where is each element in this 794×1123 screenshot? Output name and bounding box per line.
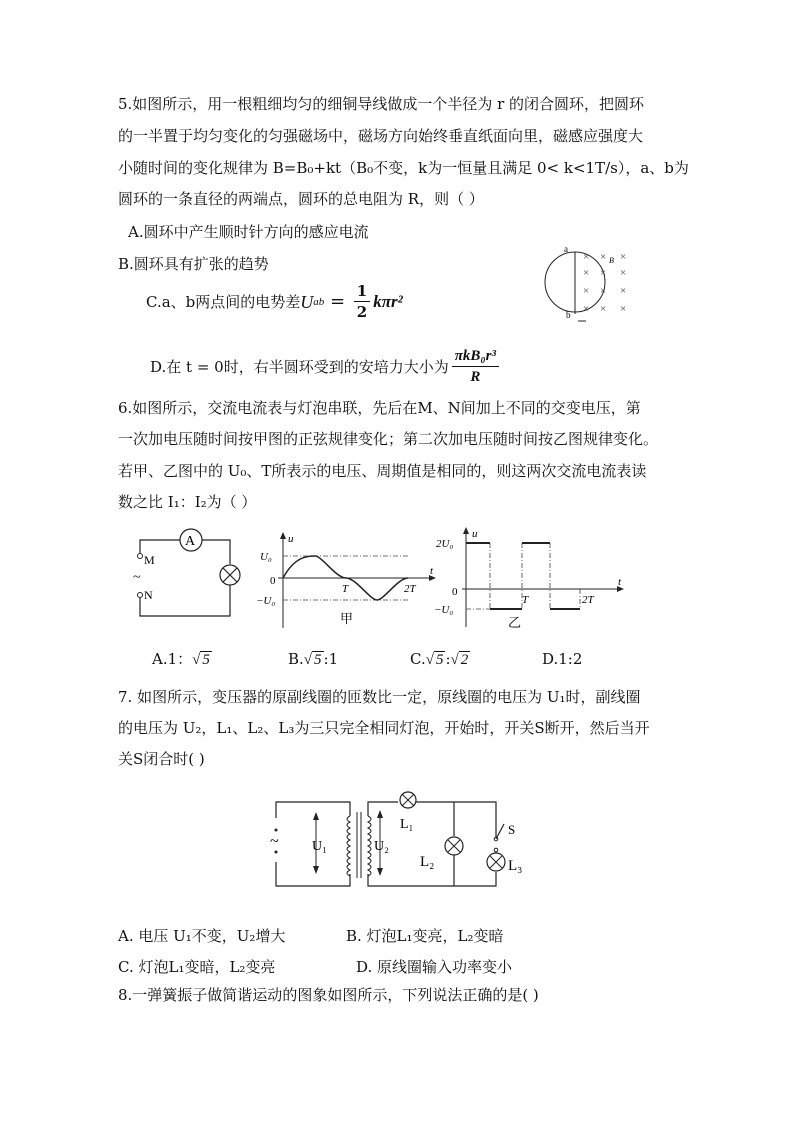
switch-s-label: S (508, 822, 516, 837)
q6-line-2: 一次加电压随时间按甲图的正弦规律变化；第二次加电压随时间按乙图规律变化。 (118, 430, 659, 448)
q6-line-1: 6.如图所示，交流电流表与灯泡串联，先后在M、N间加上不同的交变电压，第 (118, 399, 641, 417)
u2-arrow-up (377, 810, 383, 818)
cross-2: × (600, 251, 607, 263)
q6-circuit-figure (130, 528, 250, 623)
yi-t-label: t (618, 576, 622, 588)
cross-10: × (583, 303, 590, 315)
yi-u-arrow (463, 527, 469, 534)
yi-2u0-label: 2U₀ (436, 538, 454, 550)
terminal-m-label: M (144, 553, 155, 567)
q5-option-c-lhs: U (300, 291, 314, 312)
q5-line-4: 圆环的一条直径的两端点，圆环的总电阻为 R，则（ ） (118, 190, 484, 208)
q7-line-2: 的电压为 U₂，L₁、L₂、L₃为三只完全相同灯泡，开始时，开关S断开，然后当开 (118, 719, 650, 737)
yi-zero-label: 0 (452, 586, 458, 598)
jia-2T-label: 2T (404, 583, 416, 595)
q6-option-b-rad: 5 (314, 652, 322, 668)
q6-option-b (288, 648, 338, 671)
ac-source-icon: ~ (270, 833, 279, 850)
cross-4: × (583, 267, 590, 279)
q7-option-b: B. 灯泡L₁变亮，L₂变暗 (346, 927, 504, 945)
q7-option-c: C. 灯泡L₁变暗，L₂变亮 (118, 958, 276, 976)
u1-arrow-up (313, 812, 319, 820)
lamp-l2-label: L₂ (420, 854, 435, 870)
q5-line-3: 小随时间的变化规律为 B=B₀+kt（B₀不变，k为一恒量且满足 0< k<1T/s），a、b为 (118, 159, 689, 177)
terminal-n-label: N (144, 588, 153, 602)
q5-option-c-text: C.a、b两点间的电势差 (146, 292, 301, 311)
q6-option-a (152, 648, 212, 671)
yi-T-label: T (522, 594, 529, 606)
q6-line-4: 数之比 I₁：I₂为（ ） (118, 493, 257, 511)
yi-neg-u0-label: −U₀ (434, 604, 454, 616)
q5-ring-figure (540, 244, 640, 324)
q6-option-c-sqrt-1: √ 5 (425, 652, 444, 668)
q6-graph-yi (436, 525, 626, 630)
q5-option-a: A.圆环中产生顺时针方向的感应电流 (128, 223, 369, 241)
jia-zero-label: 0 (270, 575, 276, 587)
cross-12: × (620, 303, 627, 315)
u1-label: U₁ (312, 839, 327, 854)
q6-option-d: D.1:2 (542, 650, 583, 668)
cross-7: × (583, 285, 590, 297)
secondary-wire-top-left (368, 802, 398, 816)
q5-option-d-den: R (470, 369, 481, 385)
cross-8: × (600, 285, 607, 297)
wire-bottom (140, 585, 230, 616)
q6-graph-jia (256, 530, 434, 630)
primary-wire-top (276, 802, 350, 818)
cross-11: × (600, 303, 607, 315)
jia-neg-u0-label: −U₀ (256, 595, 276, 607)
source-dot-top (275, 829, 278, 832)
cross-1: × (583, 251, 590, 263)
q6-option-b-post: :1 (323, 650, 339, 668)
yi-2T-label: 2T (582, 594, 594, 606)
wire-top-right (202, 540, 230, 564)
q6-option-c-rad-1: 5 (435, 652, 444, 668)
q6-line-3: 若甲、乙图中的 U₀、T所表示的电压、周期值是相同的，则这两次交流电流表读 (118, 462, 647, 480)
q5-option-c-rhs: kπr² (373, 291, 403, 311)
cross-9: × (620, 285, 627, 297)
terminal-m-icon (138, 554, 143, 559)
q5-option-c-num: 1 (354, 281, 370, 302)
ac-source-icon: ~ (133, 570, 141, 585)
point-b-label: b (566, 310, 571, 320)
q6-option-b-pre: B. (288, 650, 304, 668)
u2-arrow-down (377, 868, 383, 876)
q5-option-c-sub: ab (313, 295, 325, 308)
q6-option-c-mid: : (445, 650, 451, 668)
switch-contact (494, 848, 498, 852)
q5-option-c-den: 2 (356, 303, 368, 321)
secondary-wire-top-right (416, 802, 496, 838)
q5-option-c-eq: = (324, 290, 351, 312)
cross-3: × (620, 251, 627, 263)
jia-name: 甲 (340, 611, 354, 626)
q6-option-c-rad-2: 2 (460, 652, 469, 668)
secondary-coil (368, 816, 371, 876)
q8-line-1: 8.一弹簧振子做简谐运动的图象如图所示，下列说法正确的是( ) (118, 986, 539, 1004)
primary-wire-bottom (276, 862, 350, 886)
u2-label: U₂ (374, 839, 389, 854)
field-b-label: B (609, 256, 614, 265)
cross-6: × (620, 267, 627, 279)
q7-option-d: D. 原线圈输入功率变小 (356, 958, 513, 976)
lamp-l1-label: L₁ (400, 817, 414, 832)
q5-option-d-text: D.在 t = 0时，右半圆环受到的安培力大小为 (150, 357, 449, 376)
u1-arrow-down (313, 866, 319, 874)
primary-coil (347, 816, 350, 876)
ammeter-label: A (185, 534, 196, 549)
q5-option-d-fraction (452, 346, 499, 387)
yi-name: 乙 (508, 615, 522, 630)
q7-line-1: 7. 如图所示，变压器的原副线圈的匝数比一定，原线圈的电压为 U₁时，副线圈 (118, 688, 641, 706)
terminal-n-icon (138, 593, 143, 598)
jia-u-arrow (280, 532, 286, 539)
q7-line-3: 关S闭合时( ) (118, 750, 205, 768)
jia-t-label: t (430, 565, 434, 577)
q5-line-1: 5.如图所示，用一根粗细均匀的细铜导线做成一个半径为 r 的闭合圆环，把圆环 (118, 95, 645, 113)
q6-option-a-rad: 5 (202, 652, 210, 668)
q6-option-a-sqrt: √ 5 (192, 652, 210, 668)
q6-option-c-sqrt-2: √ 2 (450, 652, 469, 668)
wire-top-left (140, 540, 180, 553)
source-dot-bottom (275, 851, 278, 854)
q6-option-b-sqrt: √ 5 (303, 652, 322, 668)
switch-s-icon[interactable] (496, 824, 504, 839)
q6-option-a-pre: A.1： (152, 650, 193, 668)
q5-option-b: B.圆环具有扩张的趋势 (118, 255, 269, 273)
q5-line-2: 的一半置于均匀变化的匀强磁场中，磁场方向始终垂直纸面向里，磁感应强度大 (118, 127, 644, 145)
lamp-l3-label: L₃ (508, 858, 523, 874)
q6-option-c (410, 648, 470, 671)
q5-option-d-num: πkB₀r³ (452, 346, 499, 367)
jia-u0-label: U₀ (260, 551, 272, 563)
q5-option-c (146, 281, 403, 322)
jia-u-label: u (288, 533, 294, 545)
secondary-wire-bottom (368, 872, 496, 886)
q6-option-c-pre: C. (410, 650, 426, 668)
jia-T-label: T (342, 583, 349, 595)
point-a-label: a (564, 244, 568, 254)
q7-transformer-figure (268, 790, 528, 890)
q7-option-a: A. 电压 U₁不变，U₂增大 (118, 927, 286, 945)
q5-option-d (150, 346, 502, 387)
cross-5: × (600, 267, 607, 279)
yi-u-label: u (472, 528, 478, 540)
q5-option-c-fraction (354, 281, 370, 322)
